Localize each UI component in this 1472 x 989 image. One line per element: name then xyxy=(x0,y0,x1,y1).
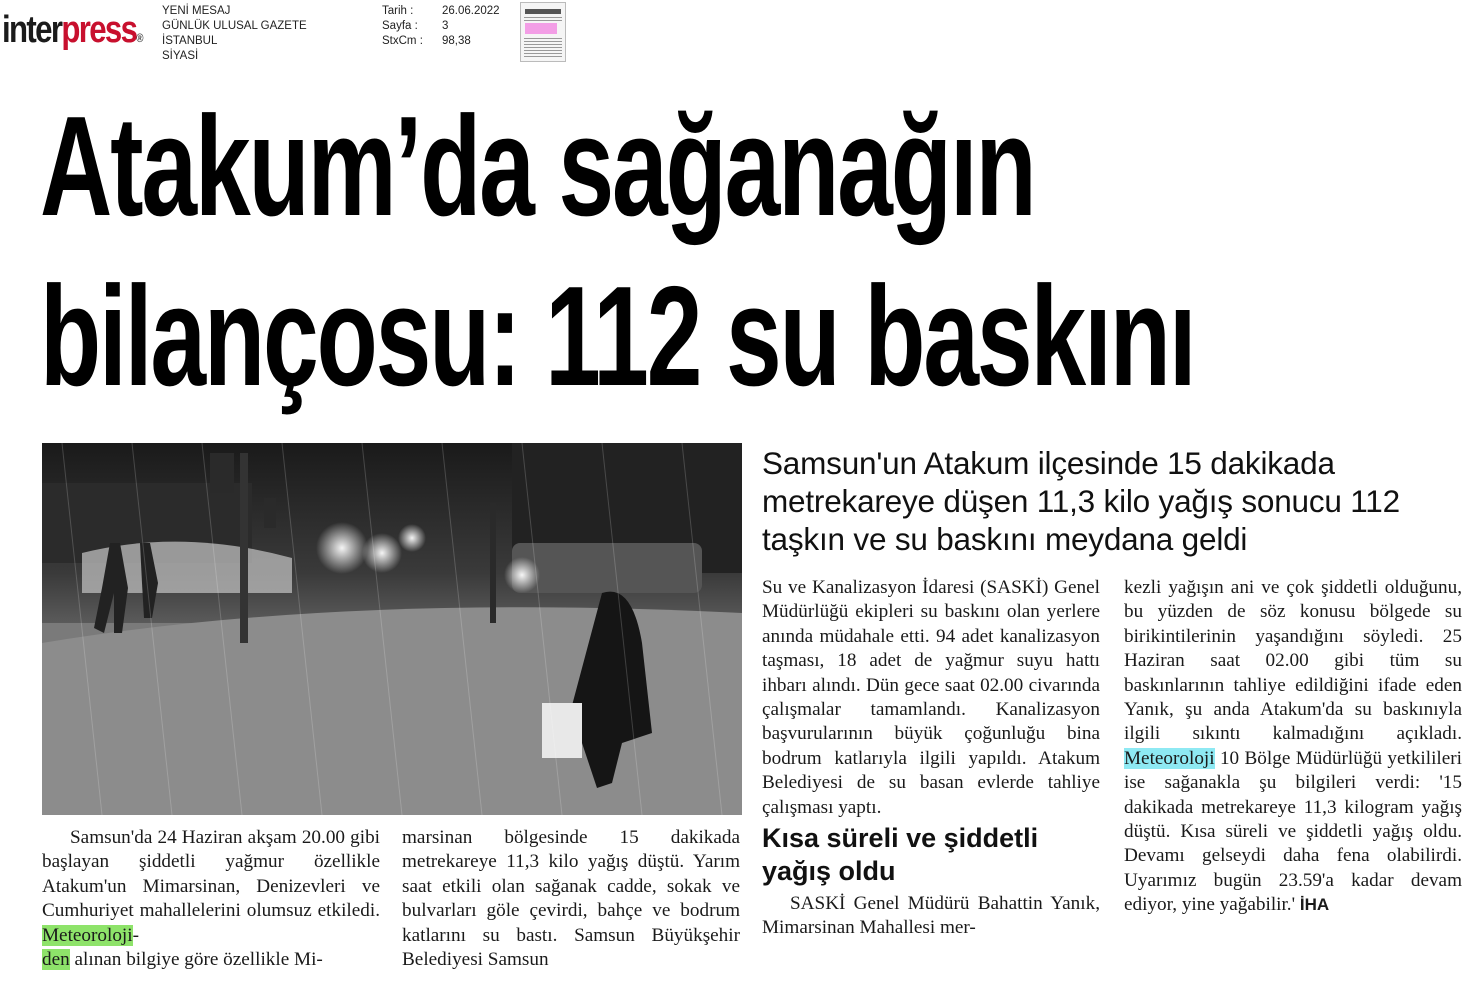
headline-line-1: Atakum’da sağanağın xyxy=(40,87,1035,246)
highlight-meteoroloji-1-suffix: den xyxy=(42,949,70,971)
article-deck: Samsun'un Atakum ilçesinde 15 dakikada metrekareye düşen 11,3 kilo yağış sonucu 112 taşkın ve su baskını meydana geldi xyxy=(762,445,1400,557)
field-value-stxcm: 98,38 xyxy=(442,35,471,47)
registered-mark: ® xyxy=(136,31,144,45)
logo-press: press xyxy=(61,9,137,51)
interpress-logo xyxy=(2,8,144,52)
page-thumbnail xyxy=(520,2,566,62)
column-1-hyphen: - xyxy=(132,924,139,946)
column-3-text-end: SASKİ Genel Müdürü Bahattin Yanık, Mimarsinan Mahallesi mer- xyxy=(762,893,1100,939)
article-column-4 xyxy=(1124,576,1462,918)
field-value-page: 3 xyxy=(442,20,449,32)
column-4-text-end: 10 Bölge Müdürlüğü yetkilileri ise sağanakla şu bilgileri verdi: '15 dakikada metrekareye 11,3 kilogram yağış düştü. Kısa süreli ve şiddetli yağış oldu. Devamı gelseydi daha fena olabilirdi. Uyarımız bugün 23.59'a kadar devam ediyor, yine yağabilir.' xyxy=(1124,747,1462,916)
publication-type: GÜNLÜK ULUSAL GAZETE xyxy=(162,20,307,32)
subheading: Kısa süreli ve şiddetli yağış oldu xyxy=(762,823,1039,887)
column-3-text: Su ve Kanalizasyon İdaresi (SASKİ) Genel Müdürlüğü ekipleri su baskını olan yerlere anında müdahale etti. 94 adet kanalizasyon taşması, 18 adet de yağmur suyu hattı ihbarı alındı. Dün gece saat 02.00 civarında çalışmalar tamamlandı. Kanalizasyon başvurularının büyük çoğunluğu bina bodrum katlarıyla ilgili yapıldı. Atakum Belediyesi de su basan evlerde tahliye çalışması yaptı. xyxy=(762,577,1100,818)
column-2-text: marsinan bölgesinde 15 dakikada metrekareye 11,3 kilo yağış düştü. Yarım saat etkili olan sağanak cadde, sokak ve bulvarları göle çevirdi, bahçe ve bodrum katlarını su bastı. Samsun Büyükşehir Belediyesi Samsun xyxy=(402,827,740,971)
highlight-meteoroloji-2: Meteoroloji xyxy=(1124,747,1215,769)
publication-name: YENİ MESAJ xyxy=(162,5,231,17)
article-column-3 xyxy=(762,576,1100,941)
highlight-meteoroloji-1: Meteoroloji xyxy=(42,924,133,946)
article-column-2 xyxy=(402,826,740,972)
publication-info xyxy=(162,4,307,64)
field-label-stxcm: StxCm : xyxy=(382,35,423,47)
article-column-1 xyxy=(42,826,380,972)
field-value-date: 26.06.2022 xyxy=(442,5,500,17)
clipping-values xyxy=(442,4,500,49)
column-4-text: kezli yağışın ani ve çok şiddetli olduğunu, bu yüzden de söz konusu bölgede su birikintilerinin yaşandığını söyledi. 25 Haziran saat 02.00 gibi tüm su baskınlarının tahliye edildiğini ifade eden Yanık, şu anda Atakum'da su baskınıyla ilgili sıkıntı kalmadığını açıkladı. xyxy=(1124,577,1462,745)
column-1-text-end: alınan bilgiye göre özellikle Mi- xyxy=(69,949,323,971)
news-photo xyxy=(42,443,742,815)
headline-line-2: bilançosu: 112 su baskını xyxy=(40,257,1195,416)
logo-inter: inter xyxy=(2,9,62,51)
column-1-text: Samsun'da 24 Haziran akşam 20.00 gibi başlayan şiddetli yağmur özellikle Atakum'un Mimarsinan, Denizevleri ve Cumhuriyet mahallelerini olumsuz etkiledi. xyxy=(42,827,380,922)
publication-city: İSTANBUL xyxy=(162,35,218,47)
clipping-fields xyxy=(382,4,423,49)
publication-section: SİYASİ xyxy=(162,50,199,62)
agency-signature: İHA xyxy=(1299,895,1330,915)
field-label-page: Sayfa : xyxy=(382,20,418,32)
field-label-date: Tarih : xyxy=(382,5,414,17)
